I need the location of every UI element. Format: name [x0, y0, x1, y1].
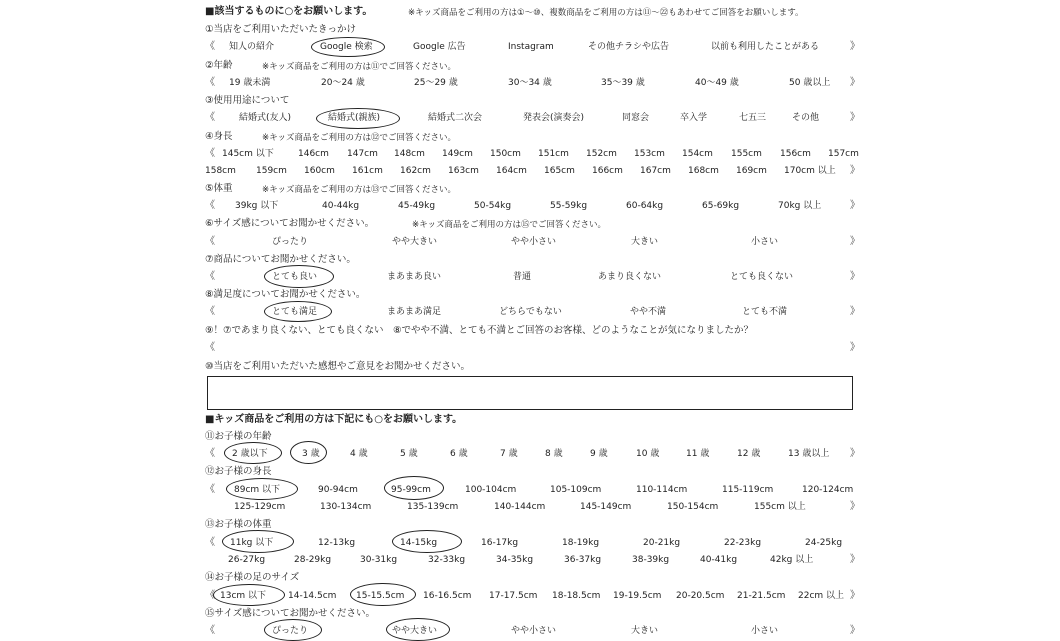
q13-option[interactable]: 28-29kg: [294, 555, 332, 565]
q12-option[interactable]: 150-154cm: [667, 502, 719, 512]
q1-option[interactable]: Google 広告: [413, 42, 466, 52]
q8-option[interactable]: とても満足: [272, 307, 318, 317]
question-8-label: ⑧満足度についてお聞かせください。: [205, 289, 366, 300]
q12-option[interactable]: 135-139cm: [407, 502, 459, 512]
q2-option[interactable]: 20〜24 歳: [321, 78, 365, 88]
question-note: ※キッズ商品をご利用の方は⑫でご回答ください。: [262, 133, 456, 143]
q13-option[interactable]: 22-23kg: [724, 538, 762, 548]
q4-option[interactable]: 167cm: [640, 166, 671, 176]
open-bracket: 《: [205, 271, 215, 282]
q4-option[interactable]: 155cm: [731, 149, 762, 159]
q2-option[interactable]: 50 歳以上: [789, 78, 831, 88]
q13-option[interactable]: 14-15kg: [400, 538, 438, 548]
q4-option[interactable]: 149cm: [442, 149, 473, 159]
close-bracket: 》: [850, 306, 860, 317]
q1-option[interactable]: 以前も利用したことがある: [711, 42, 820, 52]
open-bracket: 《: [205, 148, 215, 159]
open-bracket: 《: [205, 484, 215, 495]
q12-option[interactable]: 100-104cm: [465, 485, 517, 495]
open-bracket: 《: [205, 236, 215, 247]
q14-option[interactable]: 14-14.5cm: [288, 591, 337, 601]
q6-option[interactable]: ぴったり: [272, 237, 309, 247]
q3-option[interactable]: 卒入学: [680, 113, 708, 123]
q13-option[interactable]: 32-33kg: [428, 555, 466, 565]
open-bracket: 《: [205, 200, 215, 211]
q4-option[interactable]: 145cm 以下: [222, 149, 274, 159]
question-14-label: ⑭お子様の足のサイズ: [205, 572, 300, 583]
open-bracket: 《: [205, 625, 215, 636]
q7-option[interactable]: まあまあ良い: [387, 272, 442, 282]
q4-option[interactable]: 168cm: [688, 166, 719, 176]
question-6-label: ⑥サイズ感についてお聞かせください。: [205, 218, 375, 229]
question-5-label: ⑤体重: [205, 183, 233, 194]
q4-option[interactable]: 169cm: [736, 166, 767, 176]
q12-option[interactable]: 155cm 以上: [754, 502, 806, 512]
q11-option[interactable]: 4 歳: [350, 449, 368, 459]
q15-option[interactable]: 大きい: [631, 626, 659, 636]
q4-option[interactable]: 163cm: [448, 166, 479, 176]
q4-option[interactable]: 150cm: [490, 149, 521, 159]
q13-option[interactable]: 26-27kg: [228, 555, 266, 565]
q14-option[interactable]: 13cm 以下: [220, 591, 267, 601]
q4-option[interactable]: 147cm: [347, 149, 378, 159]
close-bracket: 》: [850, 165, 860, 176]
q12-option[interactable]: 140-144cm: [494, 502, 546, 512]
q11-option[interactable]: 5 歳: [400, 449, 418, 459]
question-note: ※キッズ商品をご利用の方は⑬でご回答ください。: [262, 185, 456, 195]
q8-option[interactable]: とても不満: [742, 307, 788, 317]
q7-option[interactable]: とても良くない: [730, 272, 794, 282]
q11-option[interactable]: 10 歳: [636, 449, 660, 459]
q4-option[interactable]: 157cm: [828, 149, 859, 159]
q4-option[interactable]: 152cm: [586, 149, 617, 159]
open-bracket: 《: [205, 77, 215, 88]
q1-option[interactable]: Google 検索: [320, 42, 373, 52]
q6-option[interactable]: やや小さい: [511, 237, 557, 247]
q11-option[interactable]: 8 歳: [545, 449, 563, 459]
comment-textbox[interactable]: [207, 376, 853, 410]
q5-option[interactable]: 50-54kg: [474, 201, 512, 211]
q5-option[interactable]: 40-44kg: [322, 201, 360, 211]
q11-option[interactable]: 3 歳: [302, 449, 320, 459]
q14-option[interactable]: 18-18.5cm: [552, 591, 601, 601]
q4-option[interactable]: 160cm: [304, 166, 335, 176]
q3-option[interactable]: 結婚式(友人): [239, 113, 292, 123]
question-11-label: ⑪お子様の年齢: [205, 431, 272, 442]
q13-option[interactable]: 11kg 以下: [230, 538, 274, 548]
close-bracket: 》: [850, 200, 860, 211]
close-bracket: 》: [850, 342, 860, 353]
q11-option[interactable]: 2 歳以下: [232, 449, 268, 459]
q3-option[interactable]: 結婚式(親族): [328, 113, 381, 123]
question-note: ※キッズ商品をご利用の方は⑮でご回答ください。: [412, 220, 606, 230]
close-bracket: 》: [850, 590, 860, 601]
q5-option[interactable]: 70kg 以上: [778, 201, 822, 211]
q15-option[interactable]: やや小さい: [511, 626, 557, 636]
section-title: ■該当するものに○をお願いします。: [205, 6, 373, 17]
q4-option[interactable]: 159cm: [256, 166, 287, 176]
q8-option[interactable]: やや不満: [630, 307, 667, 317]
close-bracket: 》: [850, 271, 860, 282]
q14-option[interactable]: 20-20.5cm: [676, 591, 725, 601]
q2-option[interactable]: 25〜29 歳: [414, 78, 458, 88]
q7-option[interactable]: あまり良くない: [598, 272, 662, 282]
q13-option[interactable]: 30-31kg: [360, 555, 398, 565]
q14-option[interactable]: 22cm 以上: [798, 591, 845, 601]
open-bracket: 《: [205, 448, 215, 459]
close-bracket: 》: [850, 501, 860, 512]
q13-option[interactable]: 40-41kg: [700, 555, 738, 565]
close-bracket: 》: [850, 554, 860, 565]
q14-option[interactable]: 19-19.5cm: [613, 591, 662, 601]
q13-option[interactable]: 18-19kg: [562, 538, 600, 548]
q7-option[interactable]: 普通: [513, 272, 532, 282]
question-2-label: ②年齢: [205, 60, 233, 71]
q12-option[interactable]: 90-94cm: [318, 485, 358, 495]
q11-option[interactable]: 13 歳以上: [788, 449, 830, 459]
q15-option[interactable]: ぴったり: [272, 626, 309, 636]
q3-option[interactable]: 同窓会: [622, 113, 650, 123]
q12-option[interactable]: 115-119cm: [722, 485, 774, 495]
q12-option[interactable]: 105-109cm: [550, 485, 602, 495]
q5-option[interactable]: 65-69kg: [702, 201, 740, 211]
q4-option[interactable]: 166cm: [592, 166, 623, 176]
q3-option[interactable]: 七五三: [739, 113, 767, 123]
q4-option[interactable]: 156cm: [780, 149, 811, 159]
q11-option[interactable]: 6 歳: [450, 449, 468, 459]
question-1-label: ①当店をご利用いただいたきっかけ: [205, 24, 357, 35]
q13-option[interactable]: 42kg 以上: [770, 555, 814, 565]
q2-option[interactable]: 19 歳未満: [229, 78, 271, 88]
q3-option[interactable]: その他: [792, 113, 820, 123]
close-bracket: 》: [850, 77, 860, 88]
section-title: ■キッズ商品をご利用の方は下記にも○をお願いします。: [205, 414, 463, 425]
open-bracket: 《: [205, 41, 215, 52]
q12-option[interactable]: 125-129cm: [234, 502, 286, 512]
close-bracket: 》: [850, 41, 860, 52]
close-bracket: 》: [850, 236, 860, 247]
open-bracket: 《: [205, 112, 215, 123]
q4-option[interactable]: 151cm: [538, 149, 569, 159]
q11-option[interactable]: 7 歳: [500, 449, 518, 459]
q3-option[interactable]: 発表会(演奏会): [523, 113, 585, 123]
q14-option[interactable]: 17-17.5cm: [489, 591, 538, 601]
q4-option[interactable]: 158cm: [205, 166, 236, 176]
question-12-label: ⑫お子様の身長: [205, 466, 272, 477]
q12-option[interactable]: 145-149cm: [580, 502, 632, 512]
question-13-label: ⑬お子様の体重: [205, 519, 272, 530]
question-note: ※キッズ商品をご利用の方は⑪でご回答ください。: [262, 62, 456, 72]
q4-option[interactable]: 146cm: [298, 149, 329, 159]
q7-option[interactable]: とても良い: [272, 272, 318, 282]
q15-option[interactable]: やや大きい: [392, 626, 438, 636]
open-bracket: 《: [205, 537, 215, 548]
q4-option[interactable]: 154cm: [682, 149, 713, 159]
q5-option[interactable]: 60-64kg: [626, 201, 664, 211]
q5-option[interactable]: 55-59kg: [550, 201, 588, 211]
q5-option[interactable]: 45-49kg: [398, 201, 436, 211]
q13-option[interactable]: 16-17kg: [481, 538, 519, 548]
q13-option[interactable]: 20-21kg: [643, 538, 681, 548]
q4-option[interactable]: 165cm: [544, 166, 575, 176]
q8-option[interactable]: まあまあ満足: [387, 307, 442, 317]
q13-option[interactable]: 34-35kg: [496, 555, 534, 565]
close-bracket: 》: [850, 448, 860, 459]
question-3-label: ③使用用途について: [205, 95, 290, 106]
close-bracket: 》: [850, 112, 860, 123]
q12-option[interactable]: 110-114cm: [636, 485, 688, 495]
question-15-label: ⑮サイズ感についてお聞かせください。: [205, 608, 376, 619]
q4-option[interactable]: 161cm: [352, 166, 383, 176]
q13-option[interactable]: 12-13kg: [318, 538, 356, 548]
q14-option[interactable]: 15-15.5cm: [356, 591, 405, 601]
open-bracket: 《: [205, 306, 215, 317]
q4-option[interactable]: 164cm: [496, 166, 527, 176]
question-10-label: ⑩当店をご利用いただいた感想やご意見をお聞かせください。: [205, 361, 471, 372]
question-4-label: ④身長: [205, 131, 233, 142]
q1-option[interactable]: 知人の紹介: [229, 42, 275, 52]
q4-option[interactable]: 170cm 以上: [784, 166, 836, 176]
q12-option[interactable]: 120-124cm: [802, 485, 854, 495]
q1-option[interactable]: その他チラシや広告: [588, 42, 670, 52]
open-bracket: 《: [205, 342, 215, 353]
q13-option[interactable]: 36-37kg: [564, 555, 602, 565]
q4-option[interactable]: 148cm: [394, 149, 425, 159]
q2-option[interactable]: 35〜39 歳: [601, 78, 645, 88]
q4-option[interactable]: 162cm: [400, 166, 431, 176]
q6-option[interactable]: 小さい: [751, 237, 779, 247]
open-bracket: 《: [205, 590, 215, 601]
q1-option[interactable]: Instagram: [508, 42, 554, 52]
q14-option[interactable]: 16-16.5cm: [423, 591, 472, 601]
q6-option[interactable]: 大きい: [631, 237, 659, 247]
q8-option[interactable]: どちらでもない: [499, 307, 562, 317]
q2-option[interactable]: 30〜34 歳: [508, 78, 552, 88]
q11-option[interactable]: 12 歳: [737, 449, 761, 459]
q14-option[interactable]: 21-21.5cm: [737, 591, 786, 601]
q6-option[interactable]: やや大きい: [392, 237, 438, 247]
q2-option[interactable]: 40〜49 歳: [695, 78, 739, 88]
close-bracket: 》: [850, 625, 860, 636]
question-7-label: ⑦商品についてお聞かせください。: [205, 254, 356, 265]
q11-option[interactable]: 11 歳: [686, 449, 710, 459]
q12-option[interactable]: 95-99cm: [391, 485, 431, 495]
q13-option[interactable]: 38-39kg: [632, 555, 670, 565]
q15-option[interactable]: 小さい: [751, 626, 779, 636]
q12-option[interactable]: 130-134cm: [320, 502, 372, 512]
q4-option[interactable]: 153cm: [634, 149, 665, 159]
q12-option[interactable]: 89cm 以下: [234, 485, 281, 495]
q11-option[interactable]: 9 歳: [590, 449, 608, 459]
q5-option[interactable]: 39kg 以下: [235, 201, 279, 211]
q3-option[interactable]: 結婚式二次会: [428, 113, 483, 123]
section-note: ※キッズ商品をご利用の方は①〜⑩、複数商品をご利用の方は⑪〜㉒もあわせてご回答をお願いします。: [408, 8, 804, 18]
question-9-label: ⑨！⑦であまり良くない、とても良くない ⑧でやや不満、とても不満とご回答のお客様、どのようなことが気になりましたか？: [205, 325, 754, 336]
q13-option[interactable]: 24-25kg: [805, 538, 843, 548]
